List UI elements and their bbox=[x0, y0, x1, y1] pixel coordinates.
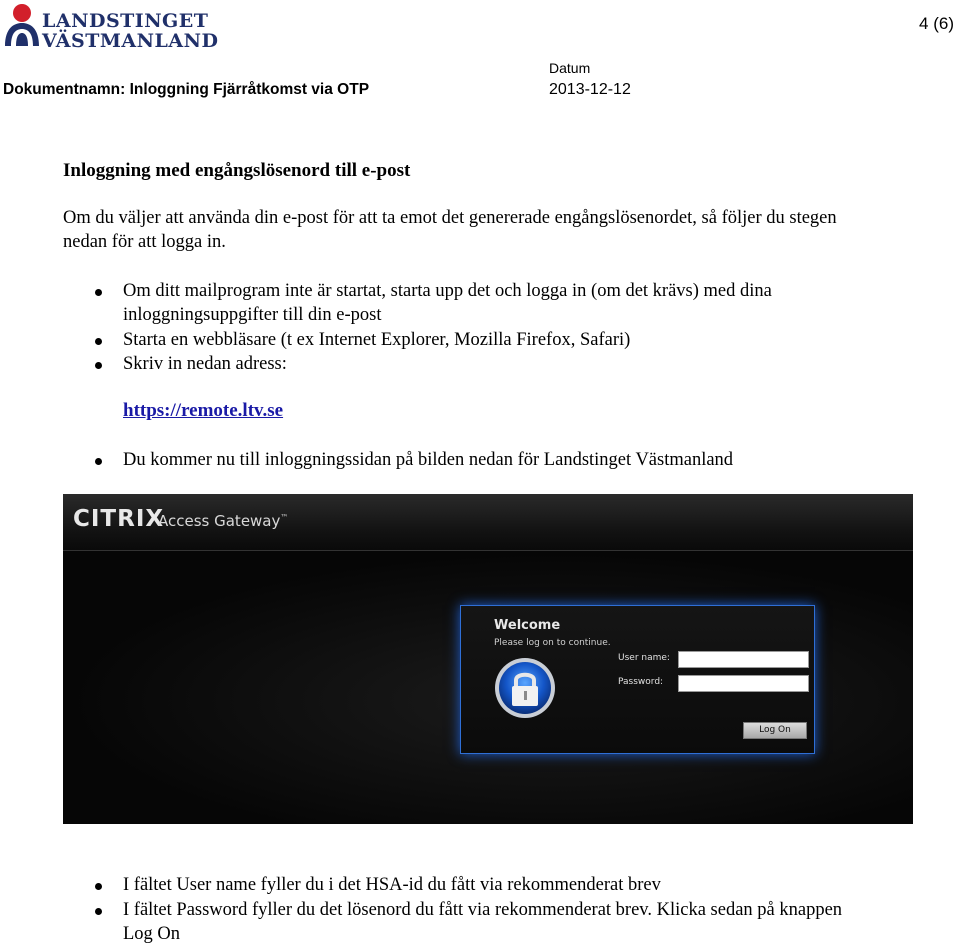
log-on-button[interactable]: Log On bbox=[743, 722, 807, 739]
logo-text-line1: LANDSTINGET bbox=[42, 10, 209, 32]
page-number: 4 (6) bbox=[919, 14, 954, 33]
list-item bbox=[95, 898, 855, 946]
login-instruction: Please log on to continue. bbox=[494, 638, 611, 648]
product-name: Access Gateway bbox=[158, 512, 281, 530]
welcome-heading: Welcome bbox=[494, 618, 561, 633]
list-item bbox=[95, 328, 855, 352]
citrix-header-bar bbox=[63, 494, 913, 551]
lock-icon bbox=[494, 657, 556, 719]
remote-url-link[interactable]: https://remote.ltv.se bbox=[123, 400, 284, 421]
document-title: Inloggning Fjärråtkomst via OTP bbox=[129, 81, 370, 98]
section-heading: Inloggning med engångslösenord till e-post bbox=[63, 160, 411, 181]
list-item-text: Om ditt mailprogram inte är startat, starta upp det och logga in (om det krävs) med dina inloggningsuppgifter till din e-post bbox=[123, 281, 772, 325]
list-item-text: Starta en webbläsare (t ex Internet Explorer, Mozilla Firefox, Safari) bbox=[123, 330, 631, 350]
date-value: 2013-12-12 bbox=[549, 81, 631, 98]
list-item-text: Du kommer nu till inloggningssidan på bilden nedan för Landstinget Västmanland bbox=[123, 450, 734, 470]
trademark-symbol: ™ bbox=[280, 513, 289, 522]
access-gateway-title bbox=[158, 512, 288, 530]
list-item bbox=[95, 448, 855, 472]
citrix-logo: CITRIX bbox=[73, 506, 165, 532]
username-input[interactable] bbox=[678, 651, 809, 668]
list-item-text: I fältet Password fyller du det lösenord du fått via rekommenderat brev. Klicka sedan på knappen Log On bbox=[123, 900, 843, 944]
username-label: User name: bbox=[618, 653, 670, 663]
logo-mark-icon bbox=[2, 2, 42, 48]
list-item-text: I fältet User name fyller du i det HSA-id du fått via rekommenderat brev bbox=[123, 875, 661, 895]
logo-text-line2: VÄSTMANLAND bbox=[42, 30, 219, 52]
password-input[interactable] bbox=[678, 675, 809, 692]
list-item bbox=[95, 873, 855, 897]
bullet-icon bbox=[95, 908, 102, 915]
bullet-icon bbox=[95, 883, 102, 890]
citrix-login-screenshot bbox=[63, 494, 913, 824]
bullet-icon bbox=[95, 458, 102, 465]
list-item bbox=[95, 279, 855, 327]
login-panel bbox=[460, 605, 815, 754]
bullet-icon bbox=[95, 362, 102, 369]
bullet-icon bbox=[95, 289, 102, 296]
list-item bbox=[95, 352, 855, 376]
intro-paragraph: Om du väljer att använda din e-post för att ta emot det genererade engångslösenordet, så följer du stegen nedan för att logga in. bbox=[63, 208, 837, 252]
list-item-text: Skriv in nedan adress: bbox=[123, 354, 287, 374]
password-label: Password: bbox=[618, 677, 664, 687]
date-label: Datum bbox=[549, 60, 591, 76]
bullet-icon bbox=[95, 338, 102, 345]
document-name-label: Dokumentnamn: bbox=[3, 81, 126, 98]
landstinget-logo bbox=[2, 2, 219, 52]
document-name bbox=[3, 81, 369, 99]
